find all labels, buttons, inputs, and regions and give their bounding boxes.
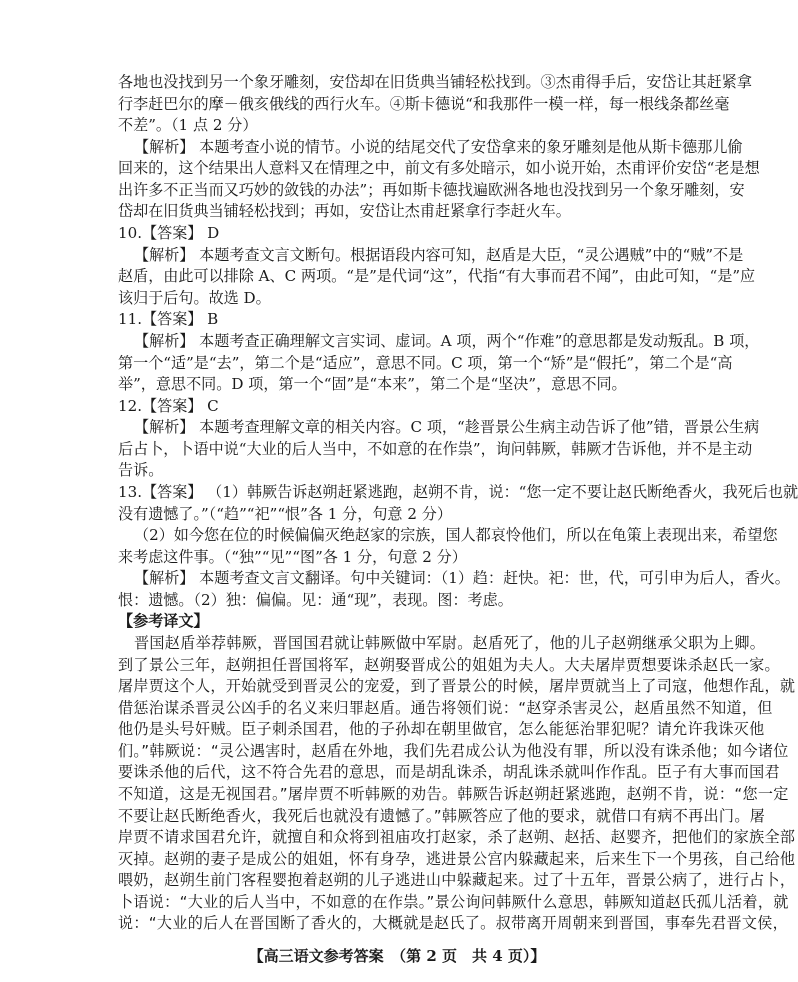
section-heading: 【参考译文】 — [118, 612, 209, 631]
analysis-line: 【解析】 本题考查理解文章的相关内容。C 项，“趁晋景公生病主动告诉了他”错，晋景公生病 — [134, 418, 760, 437]
text-line: 回来的，这个结果出人意料又在情理之中，前文有多处暗示，如小说开始，杰甫评价安岱“老是想 — [118, 159, 760, 178]
answer-13: 13.【答案】 （1）韩厥告诉赵朔赶紧逃跑，赵朔不肯，说：“您一定不要让赵氏断绝香火，我死后也就 — [118, 482, 798, 501]
text-line: （2）如今您在位的时候偏偏灭绝赵家的宗族，国人都哀怜他们，所以在龟策上表现出来，希望您 — [134, 526, 778, 545]
text-line: 恨：遗憾。（2）独：偏偏。见：通“现”，表现。图：考虑。 — [118, 590, 513, 609]
translation-line: 灭掉。赵朔的妻子是成公的姐姐，怀有身孕，逃进景公宫内躲藏起来，后来生下一个男孩，自己给他 — [118, 849, 796, 868]
answer-11: 11.【答案】 B — [118, 310, 219, 329]
text-line: 出许多不正当而又巧妙的敛钱的办法”；再如斯卡德找遍欧洲各地也没找到另一个象牙雕刻，安 — [118, 180, 745, 199]
answer-12: 12.【答案】 C — [118, 396, 219, 415]
text-line: 该归于后句。故选 D。 — [118, 288, 271, 307]
text-line: 行李赶巴尔的摩－俄亥俄线的西行火车。④斯卡德说“和我那件一模一样，每一根线条都丝毫 — [118, 94, 730, 113]
text-line: 岱却在旧货典当铺轻松找到；再如，安岱让杰甫赶紧拿行李赶火车。 — [118, 202, 571, 221]
translation-line: 要诛杀他的后代，这不符合先君的意思，而是胡乱诛杀，胡乱诛杀就叫作作乱。臣子有大事而国君 — [118, 763, 780, 782]
translation-line: 屠岸贾这个人，开始就受到晋灵公的宠爱，到了晋景公的时候，屠岸贾就当上了司寇，他想作乱，就 — [118, 677, 796, 696]
translation-line: 到了景公三年，赵朔担任晋国将军，赵朔娶晋成公的姐姐为夫人。大夫屠岸贾想要诛杀赵氏一家。 — [118, 655, 780, 674]
text-line: 没有遗憾了。”（“趋”“祀”“恨”各 1 分，句意 2 分） — [118, 504, 452, 523]
translation-line: 说：“大业的后人在晋国断了香火的，大概就是赵氏了。叔带离开周朝来到晋国，事奉先君晋文侯， — [118, 914, 789, 933]
text-line: 赵盾，由此可以排除 A、C 两项。“是”是代词“这”，代指“有大事而君不闻”，由此可知，“是”应 — [118, 267, 756, 286]
translation-line: 不知道，这是无视国君。”屠岸贾不听韩厥的劝告。韩厥告诉赵朔赶紧逃跑，赵朔不肯，说：“您一定 — [118, 785, 789, 803]
translation-line: 不要让赵氏断绝香火，我死后也就没有遗憾了。”韩厥答应了他的要求，就借口有病不再出门。屠 — [118, 806, 766, 825]
analysis-line: 【解析】 本题考查正确理解文言实词、虚词。A 项，两个“作难”的意思都是发动叛乱。B 项， — [134, 331, 760, 350]
page-footer: 【高三语文参考答案 （第 2 页 共 4 页）】 — [248, 947, 546, 965]
text-line: 第一个“适”是“去”，第二个是“适应”，意思不同。C 项，第一个“矫”是“假托”，第二个是“高 — [118, 353, 733, 372]
text-line: 各地也没找到另一个象牙雕刻，安岱却在旧货典当铺轻松找到。③杰甫得手后，安岱让其赶紧拿 — [118, 73, 752, 91]
translation-line: 岸贾不请求国君允许，就擅自和众将到祖庙攻打赵家，杀了赵朔、赵括、赵婴齐，把他们的家族全部 — [118, 828, 796, 847]
text-line: 后占卜，卜语中说“大业的后人当中，不如意的在作祟”，询问韩厥，韩厥才告诉他，并不是主动 — [118, 439, 753, 458]
text-line: 举”，意思不同。D 项，第一个“固”是“本来”，第二个是“坚决”，意思不同。 — [118, 375, 627, 394]
analysis-line: 【解析】 本题考查小说的情节。小说的结尾交代了安岱拿来的象牙雕刻是他从斯卡德那儿偷 — [134, 137, 743, 156]
translation-line: 晋国赵盾举荐韩厥，晋国国君就让韩厥做中军尉。赵盾死了，他的儿子赵朔继承父职为上卿。 — [134, 633, 766, 652]
answer-10: 10.【答案】 D — [118, 224, 220, 242]
translation-line: 喂奶，赵朔生前门客程婴抱着赵朔的儿子逃进山中躲藏起来。过了十五年，晋景公病了，进行占卜， — [118, 871, 796, 890]
text-line: 不差”。（1 点 2 分） — [118, 116, 258, 135]
analysis-line: 【解析】 本题考查文言文断句。根据语段内容可知，赵盾是大臣，“灵公遇贼”中的“贼”不是 — [134, 245, 744, 264]
translation-line: 们。”韩厥说：“灵公遇害时，赵盾在外地，我们先君成公认为他没有罪，所以没有诛杀他；如今诸位 — [118, 741, 789, 760]
translation-line: 借惩治谋杀晋灵公凶手的名义来归罪赵盾。通告将领们说：“赵穿杀害灵公，赵盾虽然不知道，但 — [118, 698, 773, 717]
translation-line: 他仍是头号奸贼。臣子刺杀国君，他的子孙却在朝里做官，怎么能惩治罪犯呢？请允许我诛灭他 — [118, 720, 765, 739]
analysis-line: 【解析】 本题考查文言文翻译。句中关键词：（1）趋：赶快。祀：世，代，可引申为后人，香火。 — [134, 569, 790, 588]
text-line: 来考虑这件事。（“独”“见”“图”各 1 分，句意 2 分） — [118, 547, 467, 566]
text-line: 告诉。 — [118, 461, 164, 480]
translation-line: 卜语说：“大业的后人当中，不如意的在作祟。”景公询问韩厥什么意思，韩厥知道赵氏孤儿活着，就 — [118, 892, 789, 911]
